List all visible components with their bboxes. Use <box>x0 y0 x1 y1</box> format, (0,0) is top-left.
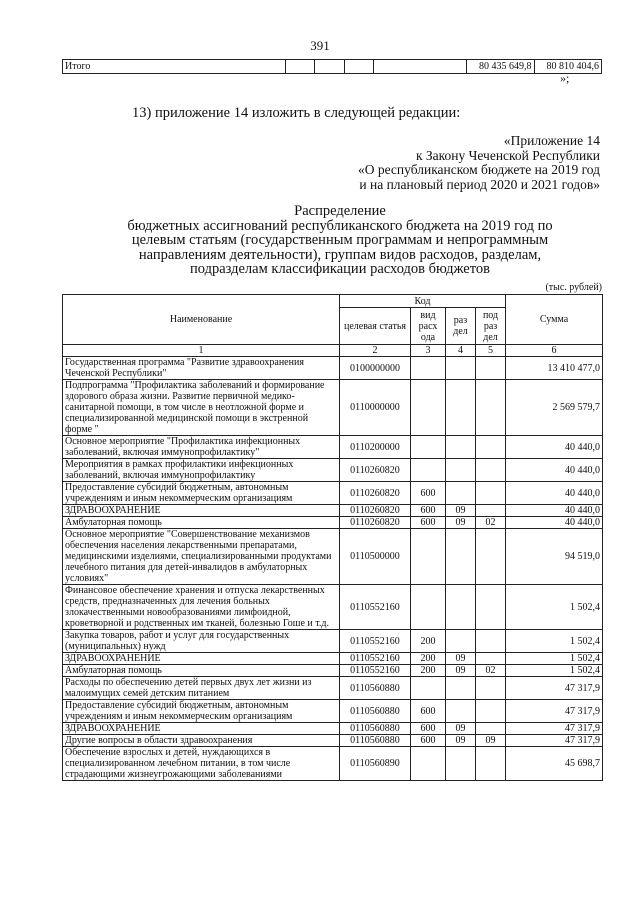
table-row <box>63 723 603 735</box>
row-subsection <box>476 482 506 505</box>
row-section: 09 <box>446 723 476 735</box>
row-target: 0110552160 <box>340 585 411 630</box>
header-code: Код <box>340 295 506 308</box>
row-expense-type <box>411 380 446 436</box>
row-sum: 40 440,0 <box>506 459 603 482</box>
total-value-2: 80 810 404,6 <box>534 60 602 74</box>
total-row <box>63 60 602 74</box>
table-row <box>63 630 603 653</box>
row-section <box>446 357 476 380</box>
row-target: 0110552160 <box>340 665 411 677</box>
document-title <box>50 204 630 277</box>
row-name: Обеспечение взрослых и детей, нуждающихся в специализированном лечебном питании, в том числе страдающими жизнеугрожающими заболеваниями <box>63 747 340 781</box>
row-expense-type: 600 <box>411 482 446 505</box>
row-sum: 40 440,0 <box>506 436 603 459</box>
row-target: 0110260820 <box>340 482 411 505</box>
row-section <box>446 436 476 459</box>
row-section <box>446 700 476 723</box>
table-row <box>63 436 603 459</box>
appendix-heading <box>358 134 600 192</box>
table-row <box>63 357 603 380</box>
row-sum: 40 440,0 <box>506 517 603 529</box>
row-subsection <box>476 700 506 723</box>
row-section: 09 <box>446 653 476 665</box>
header-name: Наименование <box>63 295 340 345</box>
table-row <box>63 380 603 436</box>
table-row <box>63 677 603 700</box>
table-body <box>63 357 603 781</box>
row-target: 0100000000 <box>340 357 411 380</box>
row-sum: 40 440,0 <box>506 482 603 505</box>
row-name: Другие вопросы в области здравоохранения <box>63 735 340 747</box>
instruction-text: 13) приложение 14 изложить в следующей редакции: <box>132 105 461 121</box>
row-name: Амбулаторная помощь <box>63 665 340 677</box>
column-number: 2 <box>340 345 411 357</box>
column-number-row <box>63 345 603 357</box>
page-number: 391 <box>310 38 330 53</box>
appendix-line: и на плановый период 2020 и 2021 годов» <box>359 176 600 192</box>
row-subsection: 02 <box>476 517 506 529</box>
title-line: направлениям деятельности), группам видов расходов, разделам, <box>138 246 542 263</box>
row-target: 0110200000 <box>340 436 411 459</box>
row-sum: 94 519,0 <box>506 529 603 585</box>
row-section <box>446 585 476 630</box>
row-subsection <box>476 529 506 585</box>
row-sum: 47 317,9 <box>506 700 603 723</box>
header-sum: Сумма <box>506 295 603 345</box>
row-expense-type: 600 <box>411 723 446 735</box>
row-target: 0110500000 <box>340 529 411 585</box>
row-name: Финансовое обеспечение хранения и отпуска лекарственных средств, предназначенных для лечения больных злокачественными новообразованиями лимфоидной, кроветворной и родственных им тканей, болезнью Гоше и т.д. <box>63 585 340 630</box>
row-target: 0110260820 <box>340 517 411 529</box>
row-subsection <box>476 380 506 436</box>
row-target: 0110552160 <box>340 653 411 665</box>
row-target: 0110260820 <box>340 505 411 517</box>
row-expense-type <box>411 357 446 380</box>
row-expense-type: 200 <box>411 630 446 653</box>
row-name: Закупка товаров, работ и услуг для государственных (муниципальных) нужд <box>63 630 340 653</box>
row-target: 0110560880 <box>340 723 411 735</box>
total-empty-cell <box>344 60 373 74</box>
row-subsection <box>476 436 506 459</box>
row-subsection <box>476 747 506 781</box>
row-expense-type: 600 <box>411 517 446 529</box>
row-section <box>446 482 476 505</box>
table-row <box>63 585 603 630</box>
column-number: 5 <box>476 345 506 357</box>
row-name: Предоставление субсидий бюджетным, автономным учреждениям и иным некоммерческим организациям <box>63 700 340 723</box>
row-name: Предоставление субсидий бюджетным, автономным учреждениям и иным некоммерческим организациям <box>63 482 340 505</box>
total-value-1: 80 435 649,8 <box>467 60 534 74</box>
row-section <box>446 747 476 781</box>
row-name: Основное мероприятие "Совершенствование механизмов обеспечения населения лекарственными препаратами, медицинскими изделиями, специализированными продуктами лечебного питания для детей-инвалидов в амбулаторных условиях" <box>63 529 340 585</box>
row-subsection <box>476 505 506 517</box>
column-number: 3 <box>411 345 446 357</box>
row-subsection <box>476 357 506 380</box>
row-sum: 47 317,9 <box>506 677 603 700</box>
row-sum: 2 569 579,7 <box>506 380 603 436</box>
row-subsection <box>476 630 506 653</box>
header-type: вид расх ода <box>411 308 446 345</box>
header-section: раз дел <box>446 308 476 345</box>
row-section <box>446 459 476 482</box>
row-subsection <box>476 459 506 482</box>
title-line: бюджетных ассигнований республиканского бюджета на 2019 год по <box>127 217 553 234</box>
row-sum: 1 502,4 <box>506 630 603 653</box>
appendix-line: к Закону Чеченской Республики <box>415 147 600 163</box>
row-expense-type: 600 <box>411 700 446 723</box>
total-table <box>62 59 602 74</box>
row-name: Подпрограмма "Профилактика заболеваний и формирование здорового образа жизни. Развитие первичной медико-санитарной помощи, в том числе в неотложной форме и специализированной медицинской помощи в экстренной форме " <box>63 380 340 436</box>
table-row <box>63 653 603 665</box>
total-empty-cell <box>315 60 344 74</box>
row-expense-type <box>411 677 446 700</box>
row-section <box>446 630 476 653</box>
row-subsection <box>476 677 506 700</box>
row-target: 0110552160 <box>340 630 411 653</box>
row-name: ЗДРАВООХРАНЕНИЕ <box>63 505 340 517</box>
row-expense-type <box>411 747 446 781</box>
units-label: (тыс. рублей) <box>545 282 602 293</box>
row-section: 09 <box>446 665 476 677</box>
row-sum: 13 410 477,0 <box>506 357 603 380</box>
header-subsection: под раз дел <box>476 308 506 345</box>
row-expense-type <box>411 436 446 459</box>
row-section <box>446 380 476 436</box>
row-sum: 40 440,0 <box>506 505 603 517</box>
row-name: Основное мероприятие "Профилактика инфекционных заболеваний, включая иммунопрофилактику" <box>63 436 340 459</box>
row-expense-type <box>411 529 446 585</box>
row-target: 0110260820 <box>340 459 411 482</box>
row-subsection <box>476 585 506 630</box>
row-subsection <box>476 653 506 665</box>
row-sum: 1 502,4 <box>506 585 603 630</box>
title-line: подразделам классификации расходов бюджетов <box>190 261 490 277</box>
row-expense-type <box>411 459 446 482</box>
title-line: Распределение <box>294 203 386 219</box>
row-sum: 45 698,7 <box>506 747 603 781</box>
row-section: 09 <box>446 735 476 747</box>
row-name: Государственная программа "Развитие здравоохранения Чеченской Республики" <box>63 357 340 380</box>
table-row <box>63 459 603 482</box>
row-target: 0110560880 <box>340 735 411 747</box>
row-sum: 47 317,9 <box>506 735 603 747</box>
title-line: целевым статьям (государственным программам и непрограммным <box>131 232 549 248</box>
total-label: Итого <box>63 60 286 74</box>
row-expense-type <box>411 585 446 630</box>
row-subsection: 02 <box>476 665 506 677</box>
row-sum: 1 502,4 <box>506 653 603 665</box>
row-sum: 47 317,9 <box>506 723 603 735</box>
appendix-line: «Приложение 14 <box>503 133 600 148</box>
closing-quote: »; <box>560 71 570 85</box>
row-section <box>446 529 476 585</box>
row-section: 09 <box>446 517 476 529</box>
appendix-line: «О республиканском бюджете на 2019 год <box>357 162 600 177</box>
header-row <box>63 295 603 308</box>
row-expense-type: 600 <box>411 505 446 517</box>
row-name: Расходы по обеспечению детей первых двух лет жизни из малоимущих семей детским питанием <box>63 677 340 700</box>
table-row <box>63 529 603 585</box>
table-row <box>63 517 603 529</box>
row-target: 0110560890 <box>340 747 411 781</box>
budget-table <box>62 294 603 781</box>
table-row <box>63 482 603 505</box>
table-row <box>63 747 603 781</box>
row-section: 09 <box>446 505 476 517</box>
row-target: 0110560880 <box>340 700 411 723</box>
row-expense-type: 200 <box>411 665 446 677</box>
row-target: 0110000000 <box>340 380 411 436</box>
row-name: Амбулаторная помощь <box>63 517 340 529</box>
total-empty-cell <box>373 60 467 74</box>
total-empty-cell <box>286 60 315 74</box>
column-number: 4 <box>446 345 476 357</box>
row-target: 0110560880 <box>340 677 411 700</box>
row-name: ЗДРАВООХРАНЕНИЕ <box>63 653 340 665</box>
row-subsection: 09 <box>476 735 506 747</box>
table-row <box>63 735 603 747</box>
row-name: Мероприятия в рамках профилактики инфекционных заболеваний, включая иммунопрофилактику <box>63 459 340 482</box>
header-target: целевая статья <box>340 308 411 345</box>
row-expense-type: 600 <box>411 735 446 747</box>
row-expense-type: 200 <box>411 653 446 665</box>
row-name: ЗДРАВООХРАНЕНИЕ <box>63 723 340 735</box>
table-row <box>63 505 603 517</box>
column-number: 6 <box>506 345 603 357</box>
table-row <box>63 700 603 723</box>
row-section <box>446 677 476 700</box>
row-sum: 1 502,4 <box>506 665 603 677</box>
row-subsection <box>476 723 506 735</box>
table-row <box>63 665 603 677</box>
column-number: 1 <box>63 345 340 357</box>
